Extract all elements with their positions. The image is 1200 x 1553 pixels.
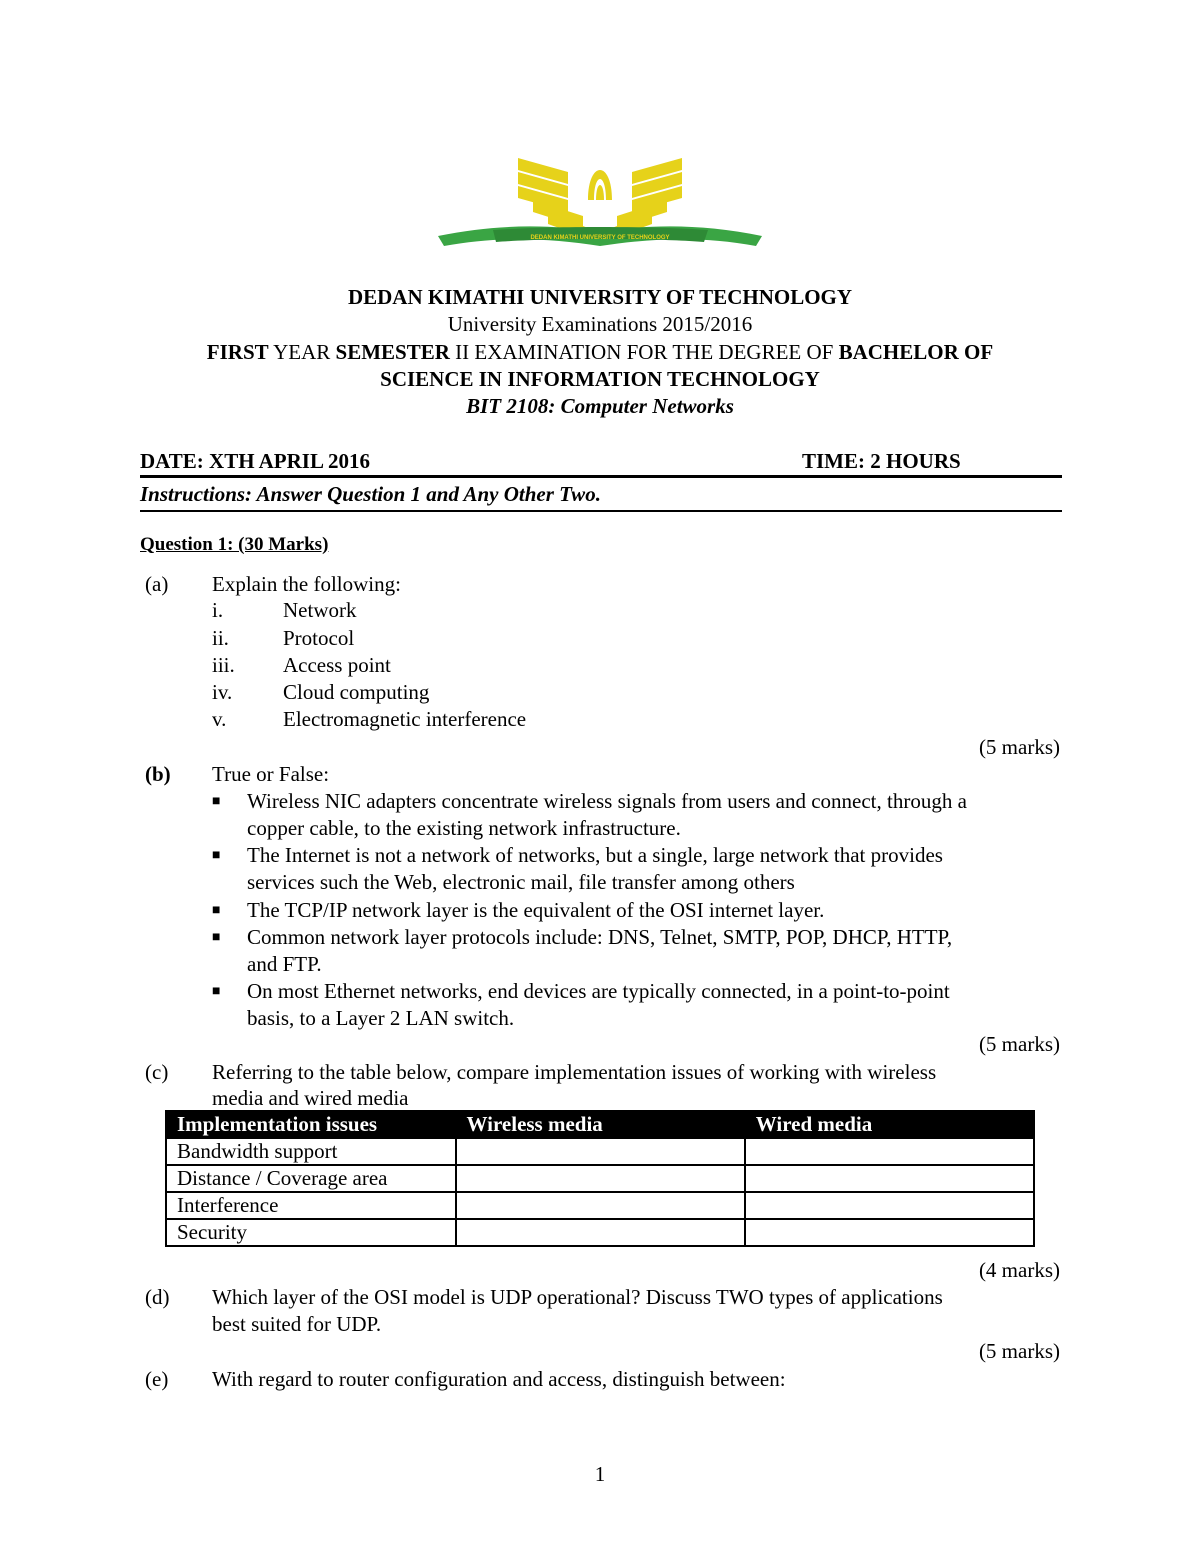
bullet-icon: ■ <box>212 984 221 999</box>
bullet-text: The TCP/IP network layer is the equivalent of the OSI internet layer. <box>247 898 825 922</box>
part-d-marks: (5 marks) <box>978 1339 1060 1363</box>
bullet-icon: ■ <box>212 794 221 809</box>
part-c-label: (c) <box>145 1060 169 1084</box>
bullet-text: services such the Web, electronic mail, file transfer among others <box>247 870 795 894</box>
part-a-marks: (5 marks) <box>978 735 1060 759</box>
table-header: Wired media <box>745 1111 1034 1138</box>
table-cell-empty <box>456 1219 745 1246</box>
table-header: Implementation issues <box>166 1111 456 1138</box>
table-row <box>166 1138 1034 1165</box>
bullet-icon: ■ <box>212 930 221 945</box>
table-cell-empty <box>745 1219 1034 1246</box>
list-item: Network <box>283 598 357 622</box>
divider-thick <box>140 475 1062 478</box>
implementation-issues-table <box>165 1110 1035 1247</box>
list-item: Cloud computing <box>283 680 430 704</box>
divider <box>140 510 1062 512</box>
part-d-label: (d) <box>145 1285 170 1309</box>
bullet-text: The Internet is not a network of networks, but a single, large network that provides <box>247 843 943 867</box>
list-item: Access point <box>283 653 391 677</box>
table-cell: Distance / Coverage area <box>166 1165 456 1192</box>
exam-date: DATE: XTH APRIL 2016 <box>140 449 371 473</box>
list-item: Electromagnetic interference <box>283 707 527 731</box>
list-item-number: ii. <box>212 626 229 650</box>
list-item-number: i. <box>212 598 224 622</box>
part-c-text: media and wired media <box>212 1086 409 1110</box>
part-d-text: best suited for UDP. <box>212 1312 382 1336</box>
part-e-text: With regard to router configuration and access, distinguish between: <box>212 1367 786 1391</box>
table-header: Wireless media <box>456 1111 745 1138</box>
table-cell-empty <box>745 1138 1034 1165</box>
part-d-text: Which layer of the OSI model is UDP operational? Discuss TWO types of applications <box>212 1285 943 1309</box>
bullet-text: Common network layer protocols include: DNS, Telnet, SMTP, POP, DHCP, HTTP, <box>247 925 953 949</box>
table-cell: Interference <box>166 1192 456 1219</box>
university-name: DEDAN KIMATHI UNIVERSITY OF TECHNOLOGY <box>347 285 853 309</box>
table-row <box>166 1192 1034 1219</box>
degree-line-1: FIRST YEAR SEMESTER II EXAMINATION FOR THE DEGREE OF BACHELOR OF <box>206 340 994 364</box>
bullet-text: copper cable, to the existing network infrastructure. <box>247 816 681 840</box>
part-a-label: (a) <box>145 572 169 596</box>
table-cell: Security <box>166 1219 456 1246</box>
table-cell-empty <box>745 1165 1034 1192</box>
course-title: BIT 2108: Computer Networks <box>466 394 734 418</box>
bullet-icon: ■ <box>212 848 221 863</box>
list-item-number: iv. <box>212 680 233 704</box>
table-cell-empty <box>456 1138 745 1165</box>
exam-session: University Examinations 2015/2016 <box>447 312 753 336</box>
bullet-text: Wireless NIC adapters concentrate wireless signals from users and connect, through a <box>247 789 967 813</box>
university-logo <box>438 150 762 260</box>
logo-banner-text: DEDAN KIMATHI UNIVERSITY OF TECHNOLOGY <box>530 235 670 241</box>
table-cell-empty <box>745 1192 1034 1219</box>
list-item: Protocol <box>283 626 355 650</box>
question-1-title: Question 1: (30 Marks) <box>140 534 329 555</box>
part-e-label: (e) <box>145 1367 169 1391</box>
list-item-number: v. <box>212 707 227 731</box>
bullet-text: basis, to a Layer 2 LAN switch. <box>247 1006 515 1030</box>
table-cell: Bandwidth support <box>166 1138 456 1165</box>
part-b-marks: (5 marks) <box>978 1032 1060 1056</box>
list-item-number: iii. <box>212 653 235 677</box>
degree-line-2: SCIENCE IN INFORMATION TECHNOLOGY <box>380 367 820 391</box>
table-cell-empty <box>456 1165 745 1192</box>
bullet-text: and FTP. <box>247 952 322 976</box>
part-c-text: Referring to the table below, compare implementation issues of working with wireless <box>212 1060 937 1084</box>
part-a-text: Explain the following: <box>212 572 401 596</box>
table-row <box>166 1219 1034 1246</box>
part-b-text: True or False: <box>212 762 330 786</box>
exam-time: TIME: 2 HOURS <box>802 449 961 473</box>
bullet-icon: ■ <box>212 903 221 918</box>
table-row <box>166 1165 1034 1192</box>
instructions: Instructions: Answer Question 1 and Any Other Two. <box>140 482 601 506</box>
table-header-row <box>166 1111 1034 1138</box>
bullet-text: On most Ethernet networks, end devices are typically connected, in a point-to-point <box>247 979 950 1003</box>
page-number: 1 <box>594 1462 606 1486</box>
table-cell-empty <box>456 1192 745 1219</box>
part-c-marks: (4 marks) <box>978 1258 1060 1282</box>
part-b-label: (b) <box>145 762 171 786</box>
